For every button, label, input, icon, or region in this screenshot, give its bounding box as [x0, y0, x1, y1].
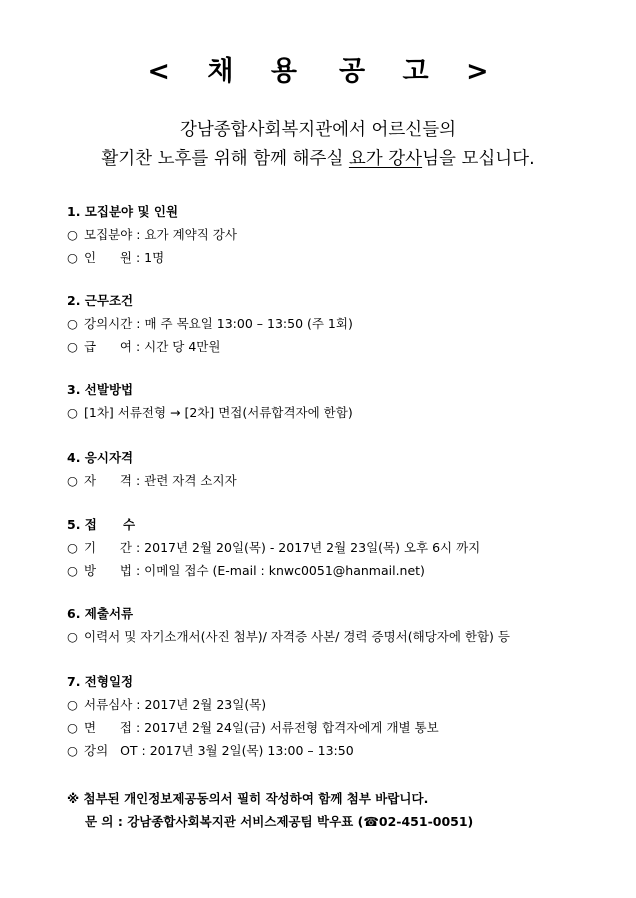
section-title: 7. 전형일정 — [67, 674, 134, 689]
item-label: 서류심사 — [84, 697, 133, 712]
section-title: 5. 접 수 — [67, 517, 136, 532]
circle-bullet-icon: ○ — [67, 227, 78, 242]
item-label: 자 격 — [84, 473, 132, 488]
circle-bullet-icon: ○ — [67, 316, 78, 331]
list-item: ○ 강의 OT : 2017년 3월 2일(목) 13:00 – 13:50 — [67, 739, 607, 762]
title-word-notice: 공 고 — [339, 56, 443, 87]
section-title: 4. 응시자격 — [67, 450, 134, 465]
item-value: 시간 당 4만원 — [144, 339, 221, 354]
item-label: 강의 OT — [84, 743, 138, 758]
list-item: ○ 모집분야 : 요가 계약직 강사 — [67, 223, 607, 246]
page-title — [0, 52, 636, 92]
section-title: 2. 근무조건 — [67, 293, 134, 308]
footer-notes — [67, 787, 607, 833]
attachment-note: ※ 첨부된 개인정보제공동의서 필히 작성하여 함께 첨부 바랍니다. — [67, 791, 429, 806]
circle-bullet-icon: ○ — [67, 473, 78, 488]
intro-line-2 — [0, 146, 636, 172]
intro-line-2-end: 님을 모십니다. — [422, 149, 535, 169]
item-value: 요가 계약직 강사 — [144, 227, 237, 242]
intro-line-1: 강남종합사회복지관에서 어르신들의 — [179, 120, 457, 140]
list-item: ○ 자 격 : 관련 자격 소지자 — [67, 469, 607, 492]
circle-bullet-icon: ○ — [67, 629, 78, 644]
circle-bullet-icon: ○ — [67, 250, 78, 265]
item-value: 관련 자격 소지자 — [144, 473, 237, 488]
item-value: 이메일 접수 (E-mail : knwc0051@hanmail.net) — [144, 563, 425, 578]
item-text: 이력서 및 자기소개서(사진 첨부)/ 자격증 사본/ 경력 증명서(해당자에 한함) 등 — [84, 629, 510, 644]
item-value: 2017년 2월 24일(금) 서류전형 합격자에게 개별 통보 — [144, 720, 439, 735]
title-open-bracket: < — [147, 56, 185, 87]
item-value: 1명 — [144, 250, 165, 265]
list-item: ○ 서류심사 : 2017년 2월 23일(목) — [67, 693, 607, 716]
list-item: ○ 급 여 : 시간 당 4만원 — [67, 335, 607, 358]
section-selection — [67, 378, 607, 424]
section-schedule — [67, 670, 607, 762]
list-item — [67, 625, 607, 648]
section-documents — [67, 602, 607, 648]
item-value: 2017년 2월 20일(목) - 2017년 2월 23일(목) 오후 6시 까지 — [144, 540, 481, 555]
item-label: 모집분야 — [84, 227, 133, 242]
item-label: 면 접 — [84, 720, 132, 735]
section-title: 1. 모집분야 및 인원 — [67, 204, 179, 219]
item-label: 급 여 — [84, 339, 132, 354]
section-recruitment — [67, 200, 607, 269]
list-item: ○ 인 원 : 1명 — [67, 246, 607, 269]
list-item: ○ 면 접 : 2017년 2월 24일(금) 서류전형 합격자에게 개별 통보 — [67, 716, 607, 739]
item-text: [1차] 서류전형 → [2차] 면접(서류합격자에 한함) — [84, 405, 353, 420]
circle-bullet-icon: ○ — [67, 697, 78, 712]
section-qualification — [67, 446, 607, 492]
intro-highlight: 요가 강사 — [348, 149, 423, 169]
circle-bullet-icon: ○ — [67, 563, 78, 578]
item-label: 강의시간 — [84, 316, 133, 331]
item-value: 2017년 3월 2일(목) 13:00 – 13:50 — [149, 743, 354, 758]
section-application — [67, 513, 607, 582]
title-word-recruit: 채 용 — [207, 56, 311, 87]
contact-info: 문 의 : 강남종합사회복지관 서비스제공팀 박우표 (☎02-451-0051) — [85, 814, 474, 829]
list-item: ○ 방 법 : 이메일 접수 (E-mail : knwc0051@hanmail.net) — [67, 559, 607, 582]
section-title: 6. 제출서류 — [67, 606, 134, 621]
title-close-bracket: > — [465, 56, 503, 87]
item-value: 매 주 목요일 13:00 – 13:50 (주 1회) — [144, 316, 353, 331]
item-label: 인 원 — [84, 250, 132, 265]
circle-bullet-icon: ○ — [67, 540, 78, 555]
list-item: ○ 기 간 : 2017년 2월 20일(목) - 2017년 2월 23일(목) 오후 6시 까지 — [67, 536, 607, 559]
list-item — [67, 401, 607, 424]
circle-bullet-icon: ○ — [67, 405, 78, 420]
section-work-conditions — [67, 289, 607, 358]
circle-bullet-icon: ○ — [67, 743, 78, 758]
item-value: 2017년 2월 23일(목) — [144, 697, 267, 712]
item-label: 방 법 — [84, 563, 132, 578]
item-label: 기 간 — [84, 540, 132, 555]
circle-bullet-icon: ○ — [67, 339, 78, 354]
section-title: 3. 선발방법 — [67, 382, 134, 397]
intro-line-2-start: 활기찬 노후를 위해 함께 해주실 — [101, 149, 349, 169]
list-item: ○ 강의시간 : 매 주 목요일 13:00 – 13:50 (주 1회) — [67, 312, 607, 335]
circle-bullet-icon: ○ — [67, 720, 78, 735]
